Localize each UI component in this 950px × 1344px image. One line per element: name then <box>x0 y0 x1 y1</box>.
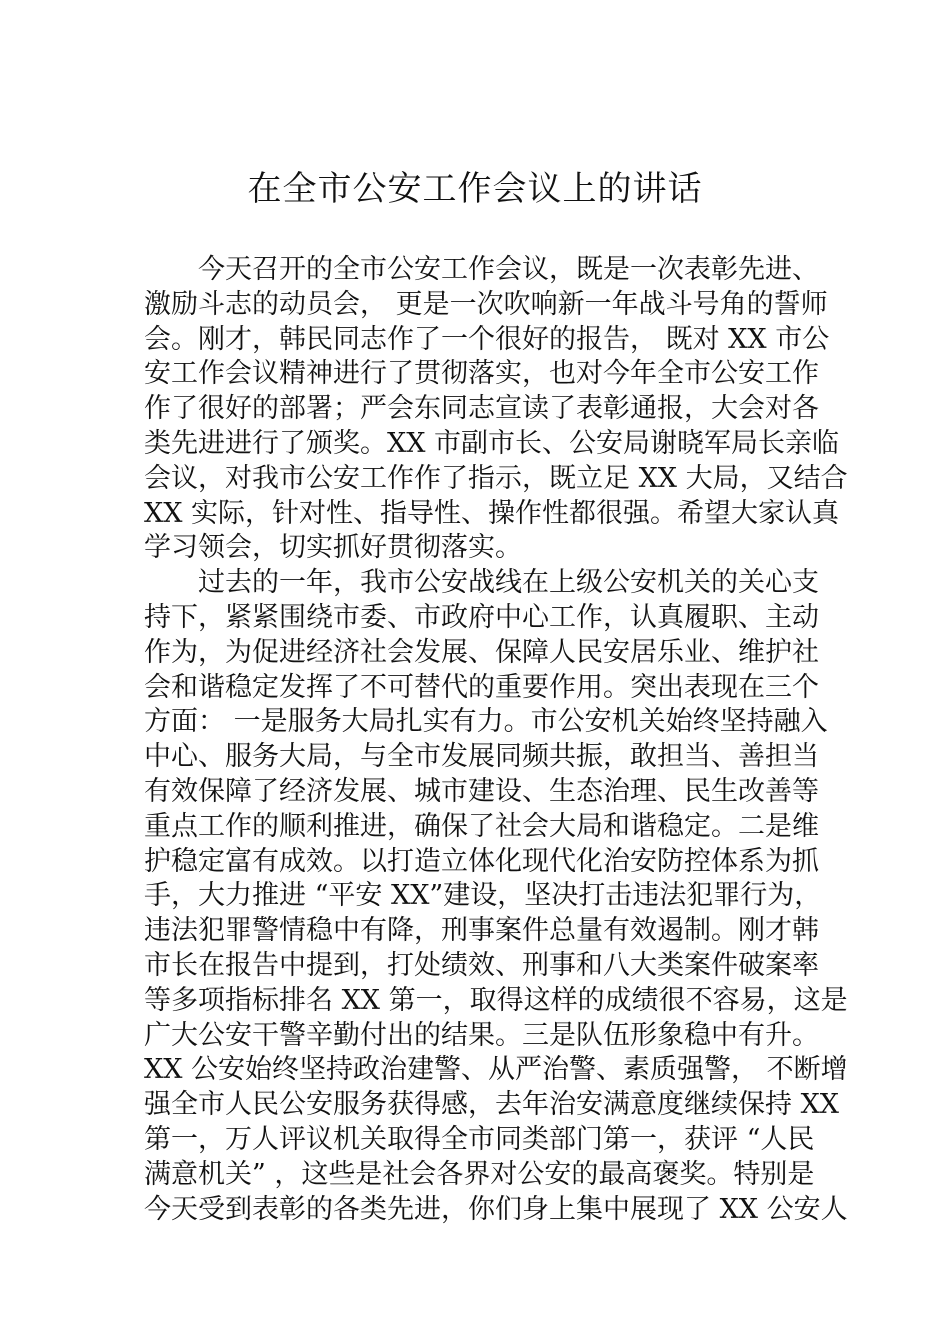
text-line: 手，大力推进 “平安 XX”建设，坚决打击违法犯罪行为， <box>144 880 822 912</box>
text-line: 学习领会，切实抓好贯彻落实。 <box>144 532 522 564</box>
text-line: 有效保障了经济发展、城市建设、生态治理、民生改善等 <box>144 775 819 807</box>
text-line: XX 实际，针对性、指导性、操作性都很强。希望大家认真 <box>144 497 840 529</box>
text-line: 重点工作的顺利推进，确保了社会大局和谐稳定。二是维 <box>144 810 819 842</box>
text-line: 会和谐稳定发挥了不可替代的重要作用。突出表现在三个 <box>144 671 819 703</box>
text-line: 护稳定富有成效。以打造立体化现代化治安防控体系为抓 <box>144 845 819 877</box>
text-line: 广大公安干警辛勤付出的结果。三是队伍形象稳中有升。 <box>144 1019 819 1051</box>
text-line: 方面： 一是服务大局扎实有力。市公安机关始终坚持融入 <box>144 706 828 738</box>
text-line: 第一，万人评议机关取得全市同类部门第一，获评 “人民 <box>144 1123 815 1155</box>
text-line: 中心、服务大局，与全市发展同频共振，敢担当、善担当 <box>144 741 819 773</box>
paragraph-1 <box>144 253 848 566</box>
text-line: 类先进进行了颁奖。XX 市副市长、公安局谢晓军局长亲临 <box>144 427 840 459</box>
text-line: 满意机关” ，这些是社会各界对公安的最高褒奖。特别是 <box>144 1158 815 1190</box>
document-title: 在全市公安工作会议上的讲话 <box>247 169 703 209</box>
text-line: 违法犯罪警情稳中有降，刑事案件总量有效遏制。刚才韩 <box>144 915 819 947</box>
text-line: 今天受到表彰的各类先进，你们身上集中展现了 XX 公安人 <box>144 1193 848 1225</box>
text-line: 作了很好的部署；严会东同志宣读了表彰通报，大会对各 <box>144 393 819 425</box>
text-line: 过去的一年，我市公安战线在上级公安机关的关心支 <box>198 567 819 599</box>
document-body <box>144 253 848 1227</box>
text-line: 激励斗志的动员会， 更是一次吹响新一年战斗号角的誓师 <box>144 288 828 320</box>
text-line: 等多项指标排名 XX 第一，取得这样的成绩很不容易，这是 <box>144 984 848 1016</box>
text-line: 市长在报告中提到，打处绩效、刑事和八大类案件破案率 <box>144 949 819 981</box>
text-line: XX 公安始终坚持政治建警、从严治警、素质强警， 不断增 <box>144 1054 848 1086</box>
text-line: 持下，紧紧围绕市委、市政府中心工作，认真履职、主动 <box>144 601 819 633</box>
text-line: 安工作会议精神进行了贯彻落实，也对今年全市公安工作 <box>144 358 819 390</box>
text-line: 今天召开的全市公安工作会议，既是一次表彰先进、 <box>198 254 819 285</box>
text-line: 会议，对我市公安工作作了指示，既立足 XX 大局，又结合 <box>144 462 848 494</box>
paragraph-2 <box>144 566 848 1227</box>
text-line: 作为，为促进经济社会发展、保障人民安居乐业、维护社 <box>144 636 819 668</box>
text-line: 会。刚才，韩民同志作了一个很好的报告， 既对 XX 市公 <box>144 323 830 355</box>
text-line: 强全市人民公安服务获得感，去年治安满意度继续保持 XX <box>144 1089 840 1121</box>
